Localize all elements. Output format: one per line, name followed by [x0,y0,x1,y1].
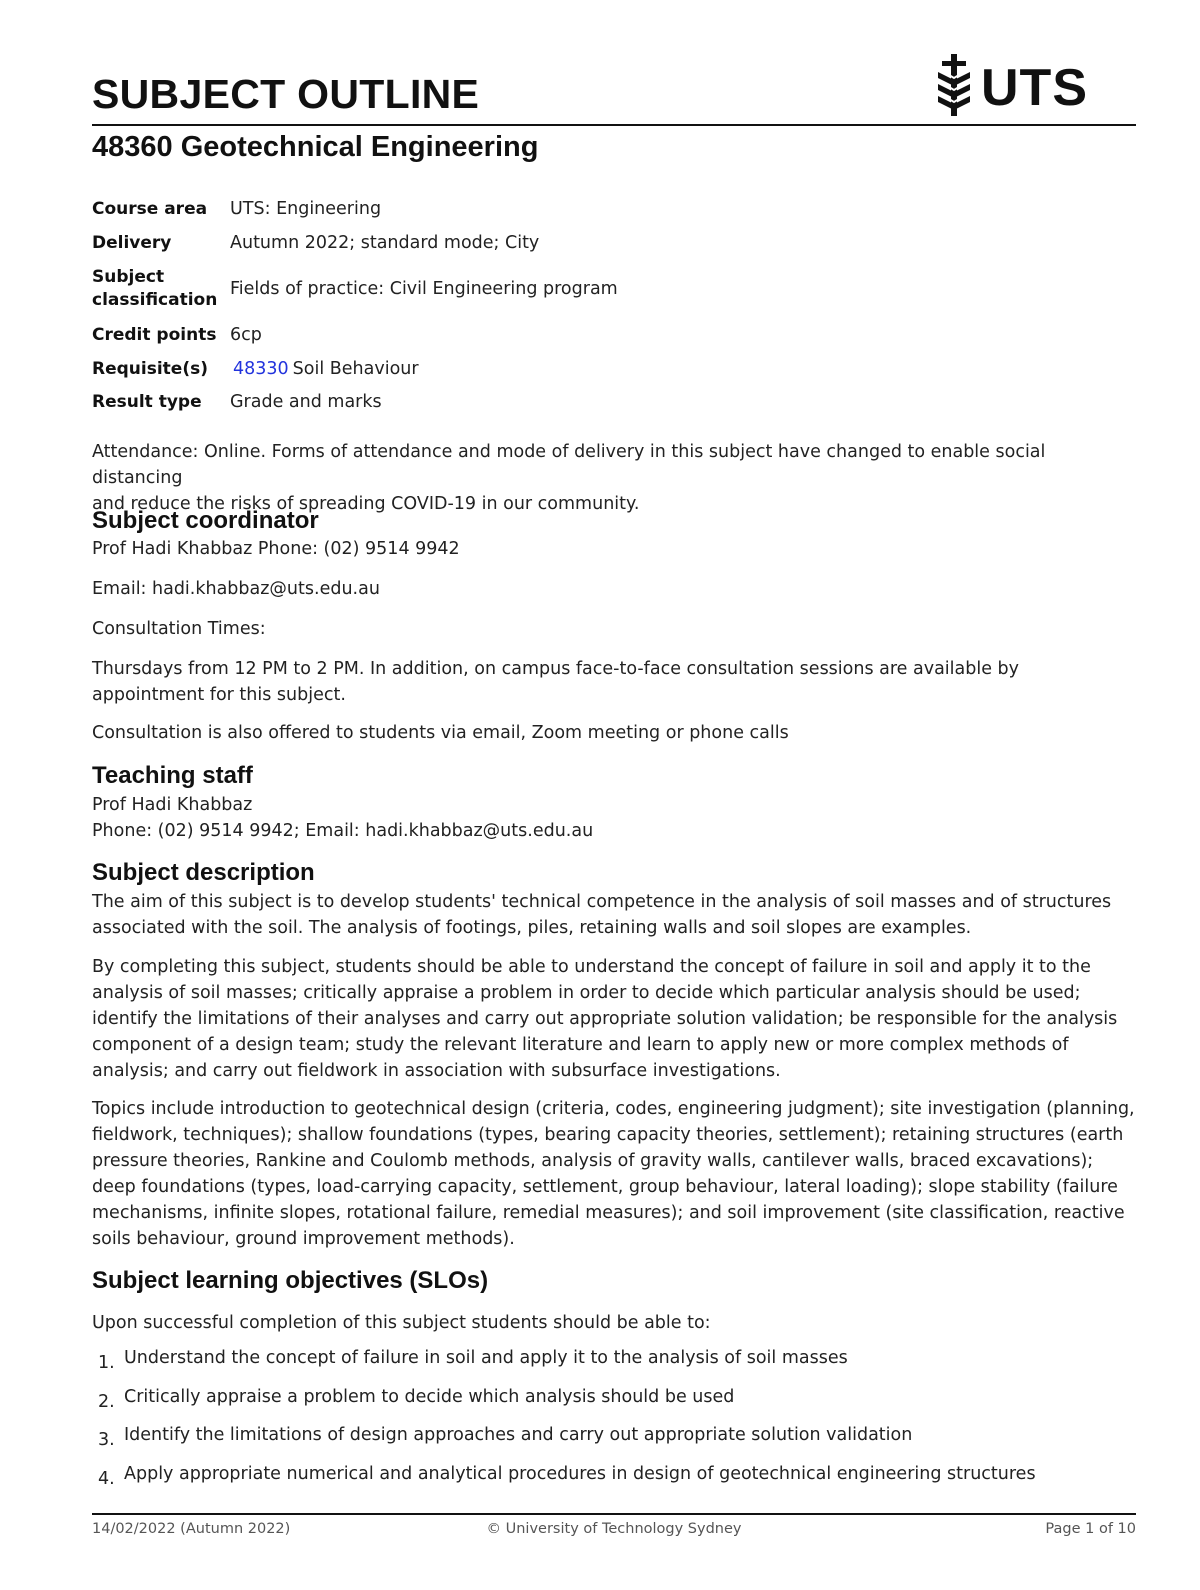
slos-intro: Upon successful completion of this subject students should be able to: [92,1313,711,1333]
consultation-heading: Consultation Times: [92,619,266,639]
header-rule [92,124,1136,126]
detail-value: UTS: Engineering [230,198,382,219]
text-line: pressure theories, Rankine and Coulomb methods, analysis of gravity walls, cantilever walls, braced excavations); [92,1151,1094,1171]
document-page [92,0,1136,1590]
detail-label: Delivery [92,232,172,253]
detail-row-delivery [92,226,892,260]
text-line: Attendance: Online. Forms of attendance and mode of delivery in this subject have changed to enable social distancing [92,442,1046,488]
slo-text: Apply appropriate numerical and analytical procedures in design of geotechnical engineering structures [124,1463,1036,1484]
page-footer [92,1517,1136,1541]
slo-number: 2. [98,1391,115,1412]
uts-crest-icon [934,52,974,118]
detail-label [92,266,230,312]
slo-number: 3. [98,1430,115,1450]
footer-copyright: © University of Technology Sydney [486,1521,742,1537]
text-line: mechanisms, infinite slopes, rotational failure, remedial measures); and soil improvement (site classification, reactive [92,1203,1125,1223]
detail-value: 6cp [230,324,262,345]
text-line: deep foundations (types, load-carrying capacity, settlement, group behaviour, lateral loading); slope stability (failure [92,1177,1118,1197]
slo-number: 4. [98,1468,115,1489]
detail-value: Fields of practice: Civil Engineering program [230,278,618,299]
detail-row-credit-points [92,318,892,352]
text-line: component of a design team; study the relevant literature and learn to apply new or more complex methods of [92,1035,1069,1055]
consultation-other: Consultation is also offered to students via email, Zoom meeting or phone calls [92,723,789,743]
description-paragraph-1 [92,889,1136,941]
list-item [92,1343,1136,1382]
description-paragraph-2 [92,954,1136,1084]
text-line: analysis of soil masses; critically appraise a problem in order to decide which particular analysis should be used; [92,983,1081,1003]
teaching-staff-details [92,792,1136,844]
slo-text: Identify the limitations of design approaches and carry out appropriate solution validation [124,1425,913,1445]
slo-text: Understand the concept of failure in soil and apply it to the analysis of soil masses [124,1348,848,1368]
text-line: The aim of this subject is to develop students' technical competence in the analysis of soil masses and of structures [92,892,1112,912]
footer-rule [92,1513,1136,1515]
detail-value: Grade and marks [230,391,382,412]
slo-number: 1. [98,1353,115,1373]
detail-label-line: classification [92,290,218,310]
detail-row-result-type [92,386,892,418]
text-line: appointment for this subject. [92,685,346,705]
document-title: SUBJECT OUTLINE [92,71,480,117]
text-line: Prof Hadi Khabbaz [92,795,253,815]
text-line: analysis; and carry out fieldwork in association with subsurface investigations. [92,1061,781,1081]
list-item [92,1420,1136,1459]
text-line: fieldwork, techniques); shallow foundations (types, bearing capacity theories, settlement); retaining structures (earth [92,1125,1124,1145]
subject-title: 48360 Geotechnical Engineering [92,131,539,163]
section-heading-teaching-staff: Teaching staff [92,762,253,789]
detail-row-classification [92,260,892,318]
requisite-name: Soil Behaviour [292,358,419,379]
footer-page-number: Page 1 of 10 [1045,1521,1136,1537]
coordinator-phone: Prof Hadi Khabbaz Phone: (02) 9514 9942 [92,539,460,559]
slo-text: Critically appraise a problem to decide which analysis should be used [124,1386,735,1407]
list-item [92,1459,1136,1498]
detail-label: Result type [92,391,202,412]
section-heading-slos: Subject learning objectives (SLOs) [92,1267,489,1294]
text-line: and reduce the risks of spreading COVID-19 in our community. [92,494,640,514]
page-header [92,59,1136,126]
subject-details [92,192,892,418]
section-heading-description: Subject description [92,859,315,886]
detail-value: Autumn 2022; standard mode; City [230,232,540,253]
detail-value [230,358,419,381]
text-line: Thursdays from 12 PM to 2 PM. In addition, on campus face-to-face consultation sessions are available by [92,659,1020,679]
text-line: By completing this subject, students should be able to understand the concept of failure in soil and apply it to the [92,957,1091,977]
uts-logo [934,52,1094,122]
text-line: soils behaviour, ground improvement methods). [92,1229,515,1249]
detail-row-course-area [92,192,892,226]
uts-logo-text: UTS [981,59,1088,117]
slo-list [92,1343,1136,1497]
detail-label: Course area [92,198,208,219]
requisite-link[interactable]: 48330 [233,358,289,379]
detail-label: Requisite(s) [92,358,208,379]
detail-label: Credit points [92,324,217,345]
footer-date: 14/02/2022 (Autumn 2022) [92,1521,291,1537]
description-paragraph-3 [92,1096,1136,1252]
consultation-times [92,656,1136,708]
detail-label-line: Subject [92,267,165,287]
text-line: Topics include introduction to geotechnical design (criteria, codes, engineering judgment); site investigation (planning, [92,1099,1135,1119]
text-line: Phone: (02) 9514 9942; Email: hadi.khabbaz@uts.edu.au [92,821,594,841]
list-item [92,1382,1136,1421]
detail-row-requisites [92,352,892,386]
text-line: identify the limitations of their analyses and carry out appropriate solution validation; be responsible for the analysis [92,1009,1118,1029]
text-line: associated with the soil. The analysis of footings, piles, retaining walls and soil slopes are examples. [92,918,972,938]
coordinator-email: Email: hadi.khabbaz@uts.edu.au [92,579,380,599]
section-heading-coordinator: Subject coordinator [92,507,319,534]
